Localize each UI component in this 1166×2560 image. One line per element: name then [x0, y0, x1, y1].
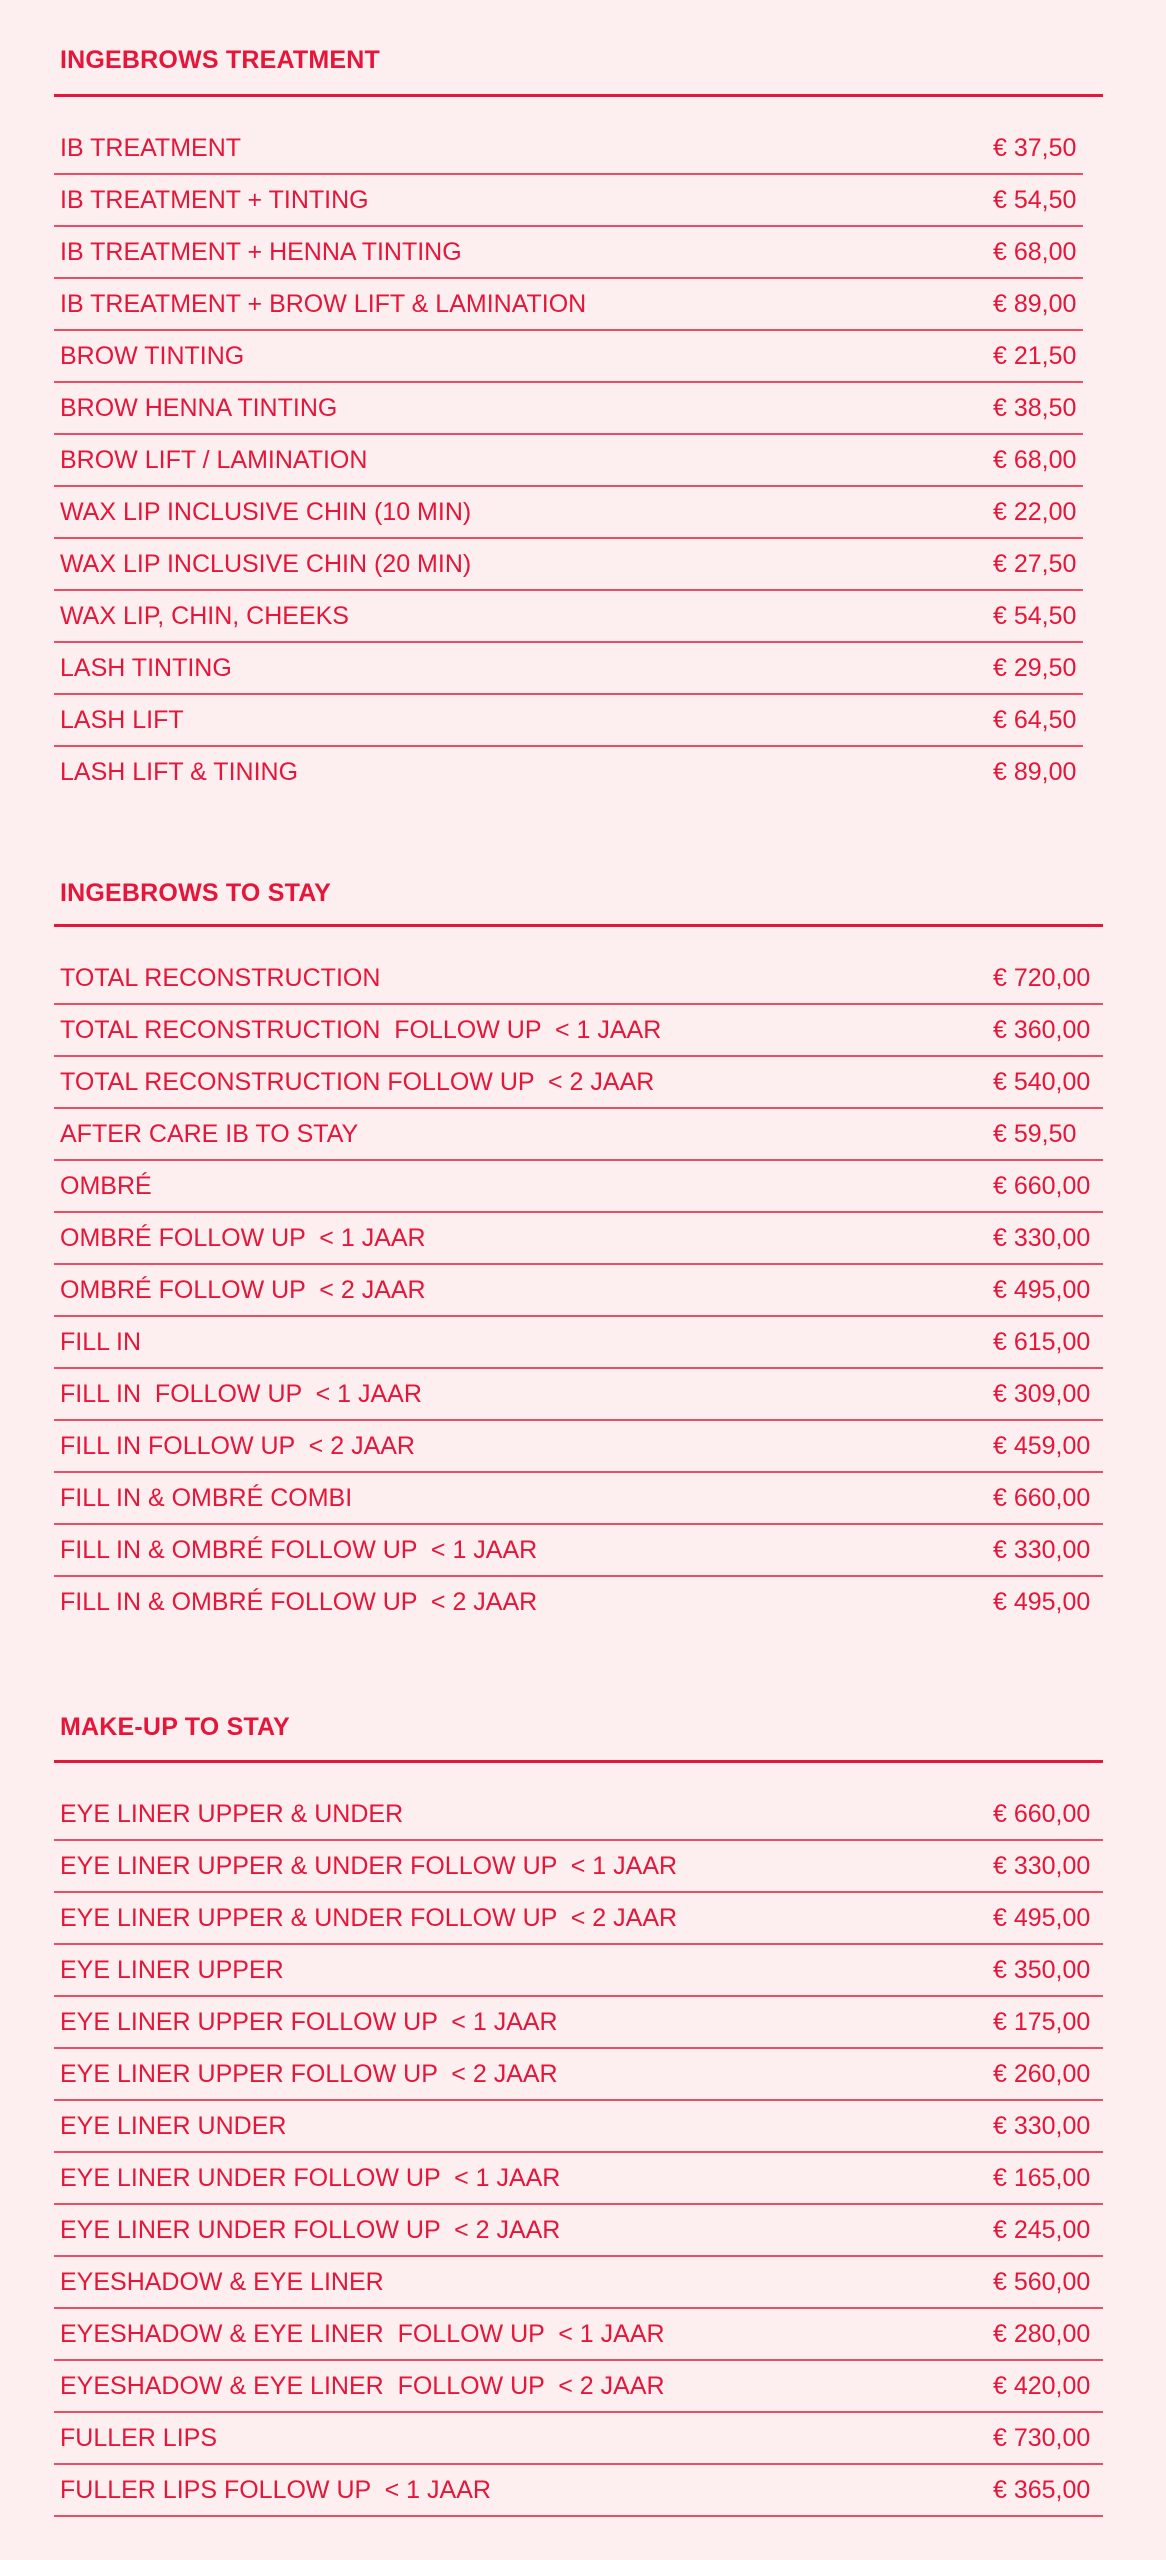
service-name: IB TREATMENT + HENNA TINTING: [60, 238, 462, 266]
service-price: € 330,00: [993, 2112, 1091, 2140]
price-row: [54, 2205, 1103, 2257]
price-row: [54, 2413, 1103, 2465]
price-row: [54, 435, 1083, 487]
service-price: € 29,50: [993, 654, 1077, 682]
service-price: € 365,00: [993, 2476, 1091, 2504]
service-price: € 165,00: [993, 2164, 1091, 2192]
price-row: [54, 123, 1083, 175]
price-row: [54, 1005, 1103, 1057]
price-list: [60, 953, 1103, 1629]
service-name: IB TREATMENT + TINTING: [60, 186, 369, 214]
service-name: WAX LIP, CHIN, CHEEKS: [60, 602, 349, 630]
price-row: [54, 695, 1083, 747]
service-name: FILL IN FOLLOW UP < 2 JAAR: [60, 1432, 415, 1460]
price-row: [54, 1945, 1103, 1997]
service-name: WAX LIP INCLUSIVE CHIN (10 MIN): [60, 498, 472, 526]
service-price: € 27,50: [993, 550, 1077, 578]
service-price: € 59,50: [993, 1120, 1077, 1148]
service-name: OMBRÉ FOLLOW UP < 1 JAAR: [60, 1224, 426, 1252]
service-price: € 38,50: [993, 394, 1077, 422]
price-row: [54, 539, 1083, 591]
service-name: EYE LINER UNDER FOLLOW UP < 2 JAAR: [60, 2216, 561, 2244]
price-row: [54, 1893, 1103, 1945]
service-name: LASH LIFT & TINING: [60, 758, 299, 786]
price-row: [54, 1265, 1103, 1317]
service-price: € 89,00: [993, 290, 1077, 318]
service-name: EYE LINER UPPER & UNDER FOLLOW UP < 1 JAAR: [60, 1852, 678, 1880]
price-row: [54, 643, 1083, 695]
service-price: € 22,00: [993, 498, 1077, 526]
price-row: [54, 487, 1083, 539]
service-name: EYE LINER UPPER & UNDER: [60, 1800, 404, 1828]
section-title: MAKE-UP TO STAY: [60, 1713, 290, 1741]
service-name: BROW LIFT / LAMINATION: [60, 446, 368, 474]
service-name: TOTAL RECONSTRUCTION FOLLOW UP < 1 JAAR: [60, 1016, 662, 1044]
price-row: [54, 175, 1083, 227]
service-name: LASH LIFT: [60, 706, 184, 734]
price-row: [54, 331, 1083, 383]
service-price: € 660,00: [993, 1172, 1091, 1200]
service-price: € 54,50: [993, 186, 1077, 214]
service-price: € 260,00: [993, 2060, 1091, 2088]
price-row: [54, 2257, 1103, 2309]
service-price: € 175,00: [993, 2008, 1091, 2036]
service-name: EYE LINER UNDER: [60, 2112, 287, 2140]
service-name: OMBRÉ: [60, 1172, 152, 1200]
price-row: [54, 227, 1083, 279]
service-name: EYESHADOW & EYE LINER: [60, 2268, 384, 2296]
price-row: [54, 1421, 1103, 1473]
price-row: [54, 1213, 1103, 1265]
service-price: € 615,00: [993, 1328, 1091, 1356]
service-name: BROW HENNA TINTING: [60, 394, 338, 422]
service-price: € 560,00: [993, 2268, 1091, 2296]
service-name: IB TREATMENT: [60, 134, 242, 162]
price-row: [54, 279, 1083, 331]
price-row: [54, 2153, 1103, 2205]
service-price: € 309,00: [993, 1380, 1091, 1408]
service-name: TOTAL RECONSTRUCTION FOLLOW UP < 2 JAAR: [60, 1068, 655, 1096]
service-name: EYE LINER UPPER: [60, 1956, 284, 1984]
service-name: FILL IN & OMBRÉ COMBI: [60, 1484, 353, 1512]
service-price: € 459,00: [993, 1432, 1091, 1460]
service-name: FILL IN & OMBRÉ FOLLOW UP < 2 JAAR: [60, 1588, 538, 1616]
service-price: € 660,00: [993, 1484, 1091, 1512]
service-price: € 330,00: [993, 1536, 1091, 1564]
service-name: IB TREATMENT + BROW LIFT & LAMINATION: [60, 290, 587, 318]
price-row: [54, 1473, 1103, 1525]
service-name: TOTAL RECONSTRUCTION: [60, 964, 381, 992]
section-ingebrows-to-stay: [60, 873, 1103, 1629]
service-name: FILL IN: [60, 1328, 142, 1356]
section-ingebrows-treatment: [60, 40, 1103, 799]
service-price: € 68,00: [993, 446, 1077, 474]
service-price: € 89,00: [993, 758, 1077, 786]
service-price: € 330,00: [993, 1224, 1091, 1252]
price-row: [54, 1525, 1103, 1577]
price-list: [60, 1789, 1103, 2517]
price-row: [54, 1997, 1103, 2049]
service-price: € 245,00: [993, 2216, 1091, 2244]
service-name: WAX LIP INCLUSIVE CHIN (20 MIN): [60, 550, 472, 578]
price-row: [54, 1841, 1103, 1893]
section-divider: [54, 924, 1103, 927]
service-name: EYE LINER UNDER FOLLOW UP < 1 JAAR: [60, 2164, 561, 2192]
service-name: AFTER CARE IB TO STAY: [60, 1120, 359, 1148]
service-name: EYE LINER UPPER FOLLOW UP < 1 JAAR: [60, 2008, 558, 2036]
service-price: € 540,00: [993, 1068, 1091, 1096]
service-name: EYE LINER UPPER FOLLOW UP < 2 JAAR: [60, 2060, 558, 2088]
service-price: € 68,00: [993, 238, 1077, 266]
price-row: [54, 2309, 1103, 2361]
price-row: [54, 1057, 1103, 1109]
service-price: € 350,00: [993, 1956, 1091, 1984]
price-list: [60, 123, 1103, 799]
section-make-up-to-stay: [60, 1707, 1103, 2517]
service-price: € 360,00: [993, 1016, 1091, 1044]
service-price: € 660,00: [993, 1800, 1091, 1828]
service-price: € 495,00: [993, 1276, 1091, 1304]
service-price: € 54,50: [993, 602, 1077, 630]
price-row: [54, 1317, 1103, 1369]
price-row: [54, 1109, 1103, 1161]
service-price: € 37,50: [993, 134, 1077, 162]
price-row: [54, 747, 1083, 799]
service-name: FULLER LIPS: [60, 2424, 218, 2452]
service-price: € 64,50: [993, 706, 1077, 734]
price-row: [54, 1369, 1103, 1421]
service-name: EYE LINER UPPER & UNDER FOLLOW UP < 2 JAAR: [60, 1904, 678, 1932]
service-name: FILL IN FOLLOW UP < 1 JAAR: [60, 1380, 422, 1408]
section-title: INGEBROWS TO STAY: [60, 879, 332, 907]
service-price: € 730,00: [993, 2424, 1091, 2452]
price-row: [54, 383, 1083, 435]
price-row: [54, 1789, 1103, 1841]
price-row: [54, 1161, 1103, 1213]
price-row: [54, 2049, 1103, 2101]
service-name: FULLER LIPS FOLLOW UP < 1 JAAR: [60, 2476, 491, 2504]
price-row: [54, 1577, 1103, 1629]
service-price: € 420,00: [993, 2372, 1091, 2400]
section-divider: [54, 94, 1103, 97]
service-price: € 280,00: [993, 2320, 1091, 2348]
service-name: FILL IN & OMBRÉ FOLLOW UP < 1 JAAR: [60, 1536, 538, 1564]
price-row: [54, 2361, 1103, 2413]
service-name: OMBRÉ FOLLOW UP < 2 JAAR: [60, 1276, 426, 1304]
service-price: € 495,00: [993, 1588, 1091, 1616]
service-price: € 330,00: [993, 1852, 1091, 1880]
section-title: INGEBROWS TREATMENT: [60, 46, 380, 74]
price-row: [54, 2101, 1103, 2153]
service-price: € 495,00: [993, 1904, 1091, 1932]
price-row: [54, 591, 1083, 643]
price-row: [54, 2465, 1103, 2517]
service-name: LASH TINTING: [60, 654, 232, 682]
section-divider: [54, 1760, 1103, 1763]
service-name: EYESHADOW & EYE LINER FOLLOW UP < 1 JAAR: [60, 2320, 665, 2348]
price-row: [54, 953, 1103, 1005]
service-price: € 21,50: [993, 342, 1077, 370]
service-name: BROW TINTING: [60, 342, 245, 370]
service-price: € 720,00: [993, 964, 1091, 992]
service-name: EYESHADOW & EYE LINER FOLLOW UP < 2 JAAR: [60, 2372, 665, 2400]
